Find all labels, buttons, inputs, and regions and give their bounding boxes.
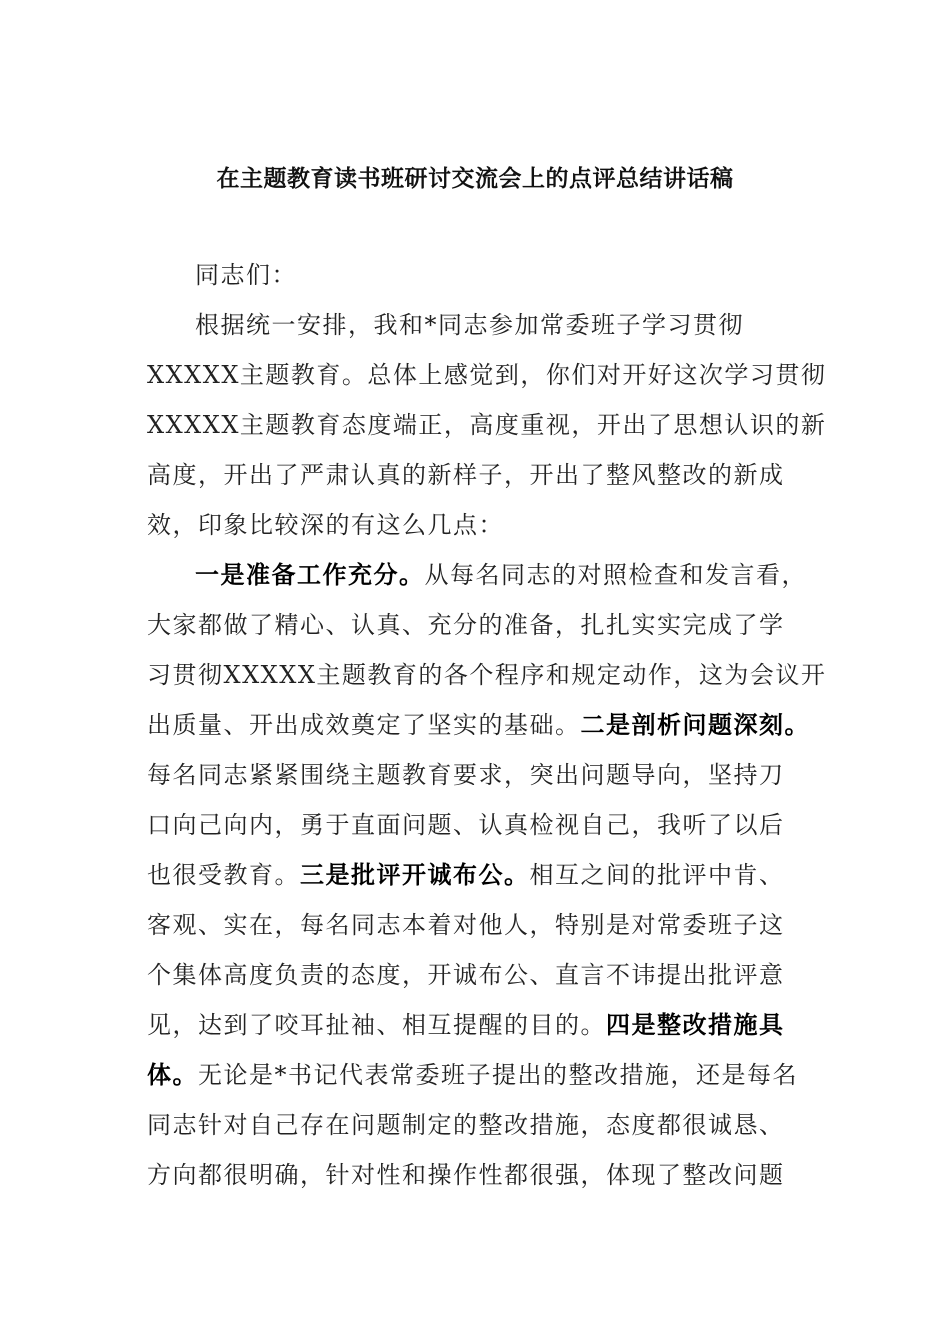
- paragraph-2-line-8: 客观、实在，每名同志本着对他人，特别是对常委班子这: [147, 911, 785, 939]
- paragraph-2-line-10: [147, 1000, 837, 1050]
- paragraph-2-line-4: [147, 700, 837, 750]
- salutation: 同志们：: [195, 261, 297, 289]
- paragraph-1-line-3: XXXXX主题教育态度端正，高度重视，开出了思想认识的新: [147, 411, 827, 439]
- paragraph-1-line-4: 高度，开出了严肃认真的新样子，开出了整风整改的新成: [147, 461, 785, 489]
- point-4-text: 无论是*书记代表常委班子提出的整改措施，还是每名: [198, 1061, 798, 1089]
- paragraph-2-line-6: 口向己向内，勇于直面问题、认真检视自己，我听了以后: [147, 811, 785, 839]
- document-title: 在主题教育读书班研讨交流会上的点评总结讲话稿: [216, 165, 734, 192]
- paragraph-2-line-9: 个集体高度负责的态度，开诚布公、直言不讳提出批评意: [147, 961, 785, 989]
- point-4-heading: 四是整改措施具: [606, 1010, 785, 1039]
- document-body: [147, 250, 837, 1200]
- paragraph-2-line-5: 每名同志紧紧围绕主题教育要求，突出问题导向，坚持刀: [147, 761, 785, 789]
- paragraph-2-line-12: 同志针对自己存在问题制定的整改措施，态度都很诚恳、: [147, 1111, 785, 1139]
- paragraph-2-line-7: [147, 850, 837, 900]
- point-1-text-end: 出质量、开出成效奠定了坚实的基础。: [147, 711, 581, 739]
- paragraph-2-line-11: [147, 1050, 837, 1100]
- point-4-heading-end: 体。: [147, 1060, 198, 1089]
- point-2-text-end: 也很受教育。: [147, 861, 300, 889]
- point-3-text-end: 见，达到了咬耳扯袖、相互提醒的目的。: [147, 1011, 606, 1039]
- paragraph-1-line-1: 根据统一安排，我和*同志参加常委班子学习贯彻: [195, 311, 744, 339]
- point-1-text: 从每名同志的对照检查和发言看，: [424, 561, 807, 589]
- point-3-text: 相互之间的批评中肯、: [529, 861, 785, 889]
- point-3-heading: 三是批评开诚布公。: [300, 860, 530, 889]
- paragraph-1-line-5: 效，印象比较深的有这么几点：: [147, 511, 504, 539]
- paragraph-2-line-3: 习贯彻XXXXX主题教育的各个程序和规定动作，这为会议开: [147, 661, 827, 689]
- paragraph-2-line-13: 方向都很明确，针对性和操作性都很强，体现了整改问题: [147, 1161, 785, 1189]
- paragraph-2-line-1: [147, 550, 837, 600]
- point-1-heading: 一是准备工作充分。: [195, 560, 425, 589]
- paragraph-1-line-2: XXXXX主题教育。总体上感觉到，你们对开好这次学习贯彻: [147, 361, 827, 389]
- point-2-heading: 二是剖析问题深刻。: [580, 710, 810, 739]
- paragraph-2-line-2: 大家都做了精心、认真、充分的准备，扎扎实实完成了学: [147, 611, 785, 639]
